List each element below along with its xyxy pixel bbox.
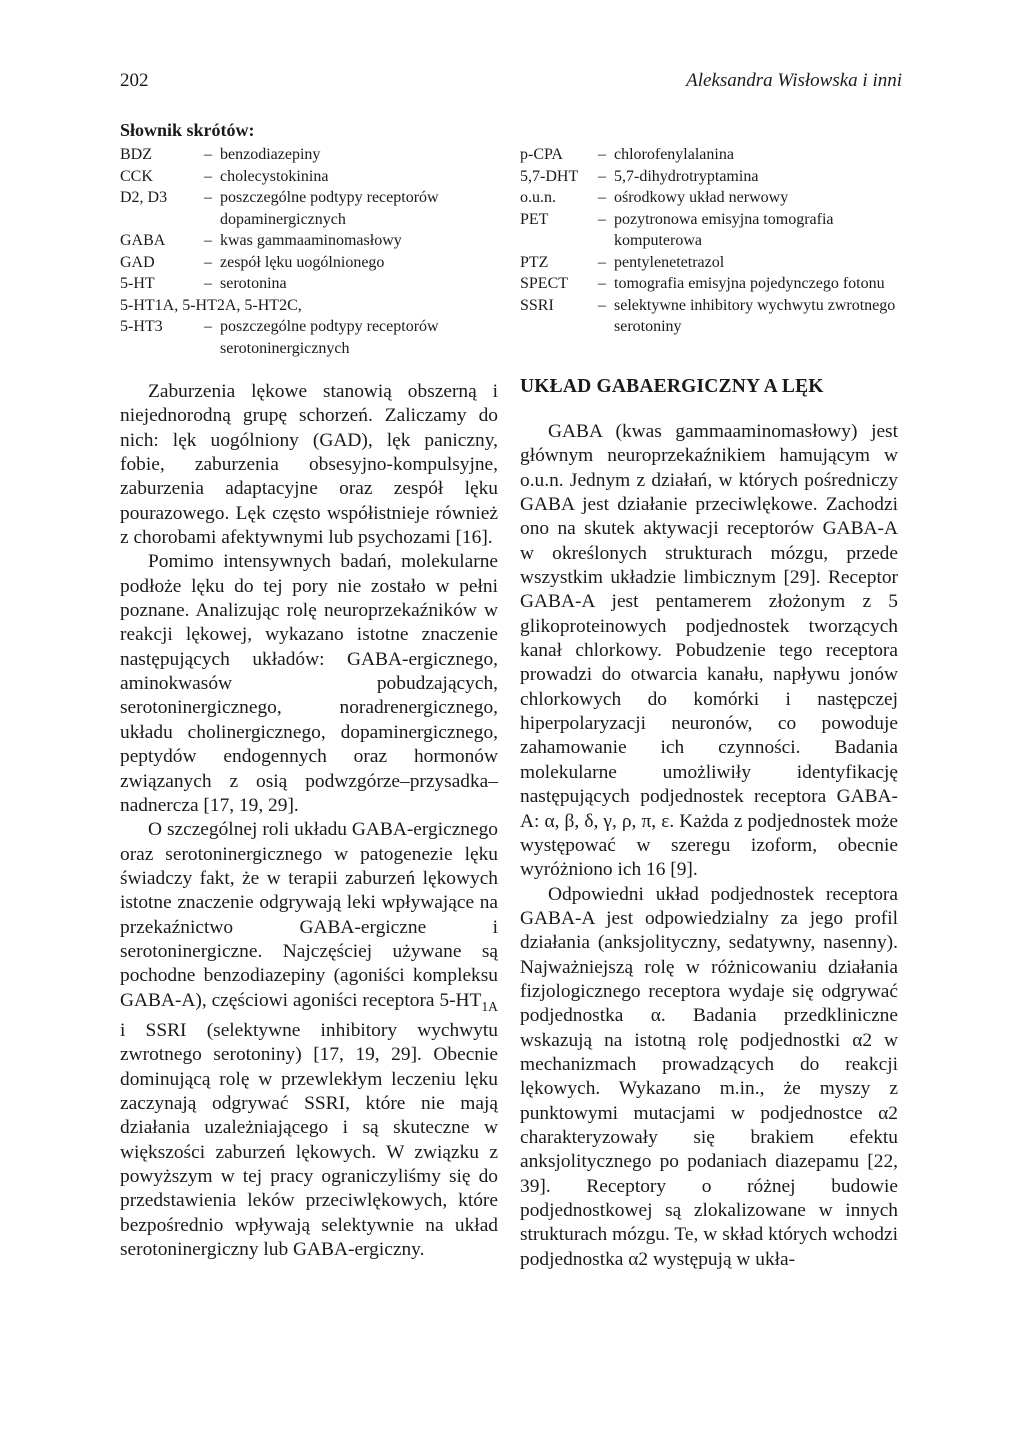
abbr-key: p-CPA (520, 146, 563, 163)
abbr-key: SSRI (520, 296, 554, 314)
abbr-def: kwas gammaaminomasłowy (220, 232, 402, 249)
paragraph-text: i SSRI (selektywne inhibitory wychwytu zwrotnego serotoniny) [17, 19, 29]. Obecnie dominującą rolę w przewlekłym leczeniu lęku zaczynają odgrywać SSRI, które nie mają działania uzależniającego i są skuteczne w większości zaburzeń lękowych. W związku z powyższym w tej pracy ograniczyliśmy się do przedstawienia leków przeciwlękowych, które bezpośrednio wpływają selektywnie na układ serotoninergiczny lub GABA-ergiczny. (120, 1019, 498, 1260)
abbr-key: 5-HT (120, 275, 155, 292)
abbr-key: o.u.n. (520, 189, 556, 206)
abbr-def: pozytronowa emisyjna tomografia komputerowa (614, 210, 834, 249)
paragraph: GABA (kwas gammaaminomasłowy) jest głównym neuroprzekaźnikiem hamującym w o.u.n. Jednym z działań, w których pośredniczy GABA jest działanie przeciwlękowe. Zachodzi ono na skutek aktywacji receptorów GABA-A w określonych strukturach mózgu, przede wszystkim układzie limbicznym [29]. Receptor GABA-A jest pentamerem złożonym z 5 glikoproteinowych podjednostek tworzących kanał chlorkowy. Pobudzenie tego receptora prowadzi do otwarcia kanału, napływu jonów chlorkowych do komórki i następczej hiperpolaryzacji neuronów, co powoduje zahamowanie ich czynności. Badania molekularne umożliwiły identyfikację następujących podjednostek receptora GABA-A: α, β, δ, γ, ρ, π, ε. Każda z podjednostek może występować w szeregu izoform, obecnie wyróżniono ich 16 [9]. (520, 421, 898, 881)
abbr-row (520, 166, 910, 188)
abbr-dash: – (598, 210, 606, 228)
abbr-dash: – (204, 189, 212, 206)
paragraph (120, 818, 498, 1262)
abbr-row (520, 187, 910, 209)
abbr-key: GABA (120, 232, 166, 249)
right-column (520, 420, 898, 1272)
abbr-def (302, 295, 510, 317)
paragraph: Zaburzenia lękowe stanowią obszerną i niejednorodną grupę schorzeń. Zaliczamy do nich: lęk uogólniony (GAD), lęk paniczny, fobie, zaburzenia obsesyjno-kompulsyjne, zaburzenia adaptacyjne oraz zespół lęku pourazowego. Lęk często współistnieje również z chorobami afektywnymi lub psychozami [16]. (120, 381, 498, 549)
paragraph: Odpowiedni układ podjednostek receptora GABA-A jest odpowiedzialny za jego profil działania (anksjolityczny, sedatywny, nasenny). Najważniejszą rolę w różnicowaniu działania fizjologicznego receptora wydaje się odgrywać podjednostka α. Badania przedkliniczne wskazują na istotną rolę podjednostki α2 w mechanizmach prowadzących do reakcji lękowych. Wykazano m.in., że myszy z punktowymi mutacjami w podjednostce α2 charakteryzowały się brakiem efektu anksjolitycznego po podaniach diazepamu [22, 39]. Receptory o różnej budowie podjednostkowej są zlokalizowane w innych strukturach mózgu. Te, w skład których wchodzi podjednostka α2 występują w ukła- (520, 883, 898, 1270)
abbr-key: 5,7-DHT (520, 167, 579, 185)
abbr-row (120, 230, 510, 252)
abbr-row (520, 295, 910, 338)
abbr-dash: – (598, 189, 606, 206)
running-head: Aleksandra Wisłowska i inni (686, 70, 902, 91)
abbr-dash: – (204, 232, 212, 249)
abbr-key: 5-HT3 (120, 318, 163, 335)
abbreviations-list-left (120, 144, 510, 359)
paragraph-text: O szczególnej roli układu GABA-ergicznego oraz serotoninergicznego w patogenezie lęku świadczy fakt, że w terapii zaburzeń lękowych istotne znaczenie odgrywają leki wpływające na przekaźnictwo GABA-ergiczne i serotoninergiczne. Najczęściej używane są pochodne benzodiazepiny (agoniści kompleksu GABA-A), częściowi agoniści receptora 5-HT (120, 819, 498, 1011)
abbr-def: pentylenetetrazol (614, 253, 725, 271)
abbr-key: 5-HT1A, 5-HT2A, 5-HT2C, (120, 296, 302, 314)
abbr-row (120, 316, 510, 359)
section-heading: UKŁAD GABAERGICZNY A LĘK (520, 376, 824, 397)
page-number: 202 (120, 70, 149, 91)
abbr-row (120, 295, 510, 317)
abbr-row (520, 273, 910, 295)
abbr-def: chlorofenylalanina (614, 146, 734, 163)
abbr-row (520, 252, 910, 274)
abbr-key: D2, D3 (120, 189, 168, 206)
abbr-def: zespół lęku uogólnionego (220, 253, 385, 271)
abbr-def: poszczególne podtypy receptorów serotoninergicznych (220, 318, 439, 357)
abbr-def: serotonina (220, 275, 287, 292)
abbr-dash: – (204, 318, 212, 335)
left-column (120, 380, 498, 1262)
abbr-row (120, 252, 510, 274)
abbr-row (520, 144, 910, 166)
abbr-dash: – (598, 253, 606, 271)
abbr-key: PET (520, 210, 549, 228)
abbr-row (120, 166, 510, 188)
abbr-key: PTZ (520, 253, 549, 271)
abbr-dash: – (598, 167, 606, 185)
abbr-key: SPECT (520, 275, 569, 292)
abbr-dash: – (204, 167, 212, 185)
abbr-dash: – (598, 146, 606, 163)
abbr-key: BDZ (120, 146, 152, 163)
subscript: 1A (481, 998, 498, 1014)
abbreviations-list-right (520, 144, 910, 338)
abbr-row (120, 273, 510, 295)
abbr-row (120, 144, 510, 166)
abbr-dash: – (598, 296, 606, 314)
abbr-def: benzodiazepiny (220, 146, 321, 163)
abbr-row (120, 187, 510, 230)
abbr-dash: – (598, 275, 606, 292)
abbr-dash: – (204, 275, 212, 292)
abbr-key: CCK (120, 167, 153, 185)
abbr-dash: – (204, 146, 212, 163)
abbr-def: selektywne inhibitory wychwytu zwrotnego serotoniny (614, 296, 896, 335)
abbr-key: GAD (120, 253, 155, 271)
abbr-def: cholecystokinina (220, 167, 329, 185)
abbr-dash: – (204, 253, 212, 271)
paragraph: Pomimo intensywnych badań, molekularne podłoże lęku do tej pory nie zostało w pełni poznane. Analizując rolę neuroprzekaźników w reakcji lękowej, wykazano istotne znaczenie następujących układów: GABA-ergicznego, aminokwasów pobudzających, serotoninergicznego, noradrenergicznego, układu cholinergicznego, dopaminergicznego, peptydów endogennych oraz hormonów związanych z osią podwzgórze–przysadka–nadnercza [17, 19, 29]. (120, 551, 498, 816)
abbreviations-title: Słownik skrótów: (120, 120, 255, 140)
abbr-def: poszczególne podtypy receptorów dopaminergicznych (220, 189, 439, 228)
abbr-def: ośrodkowy układ nerwowy (614, 189, 789, 206)
abbr-row (520, 209, 910, 252)
abbr-def: 5,7-dihydrotryptamina (614, 167, 759, 185)
abbr-def: tomografia emisyjna pojedynczego fotonu (614, 275, 885, 292)
